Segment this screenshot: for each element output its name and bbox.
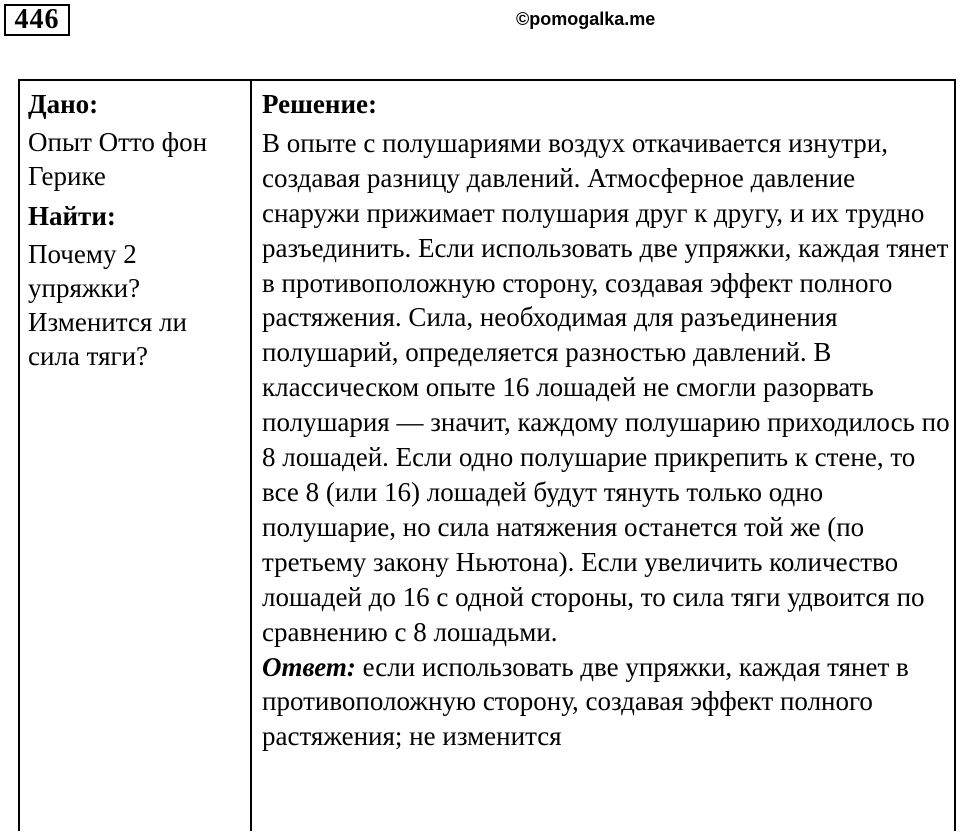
problem-number-badge: 446 [4,4,70,36]
find-heading: Найти: [28,201,116,231]
column-divider [250,81,252,831]
given-text: Опыт Отто фон Герике [28,127,208,191]
solution-heading: Решение: [262,89,377,119]
answer-label: Ответ: [262,651,356,682]
solution-text: В опыте с полушариями воздух откачивается изнутри, создавая разницу давлений. Атмосферное давление снаружи прижимает полушария друг к другу, и их трудно разъединить. Если использовать две упряжки, каждая тянет в противоположную сторону, создавая эффект полного растяжения. Сила, необходимая для разъединения полушарий, определяется разностью давлений. В классическом опыте 16 лошадей не смогли разорвать полушария — значит, каждому полушарию приходилось по 8 лошадей. Если одно полушарие прикрепить к стене, то все 8 (или 16) лошадей будут тянуть только одно полушарие, но сила натяжения останется той же (по третьему закону Ньютона). Если увеличить количество лошадей до 16 с одной стороны, то сила тяги удвоится по сравнению с 8 лошадьми. [262,127,950,647]
find-text: Почему 2 упряжки? Изменится ли сила тяги? [28,239,187,371]
solution-column [262,87,952,754]
watermark: ©pomogalka.me [516,9,656,29]
given-column [28,87,244,373]
problem-table [18,79,956,831]
answer-text: если использовать две упряжки, каждая тянет в противоположную сторону, создавая эффект полного растяжения; не изменится [262,651,909,752]
given-heading: Дано: [28,89,99,119]
answer-paragraph [262,650,952,755]
